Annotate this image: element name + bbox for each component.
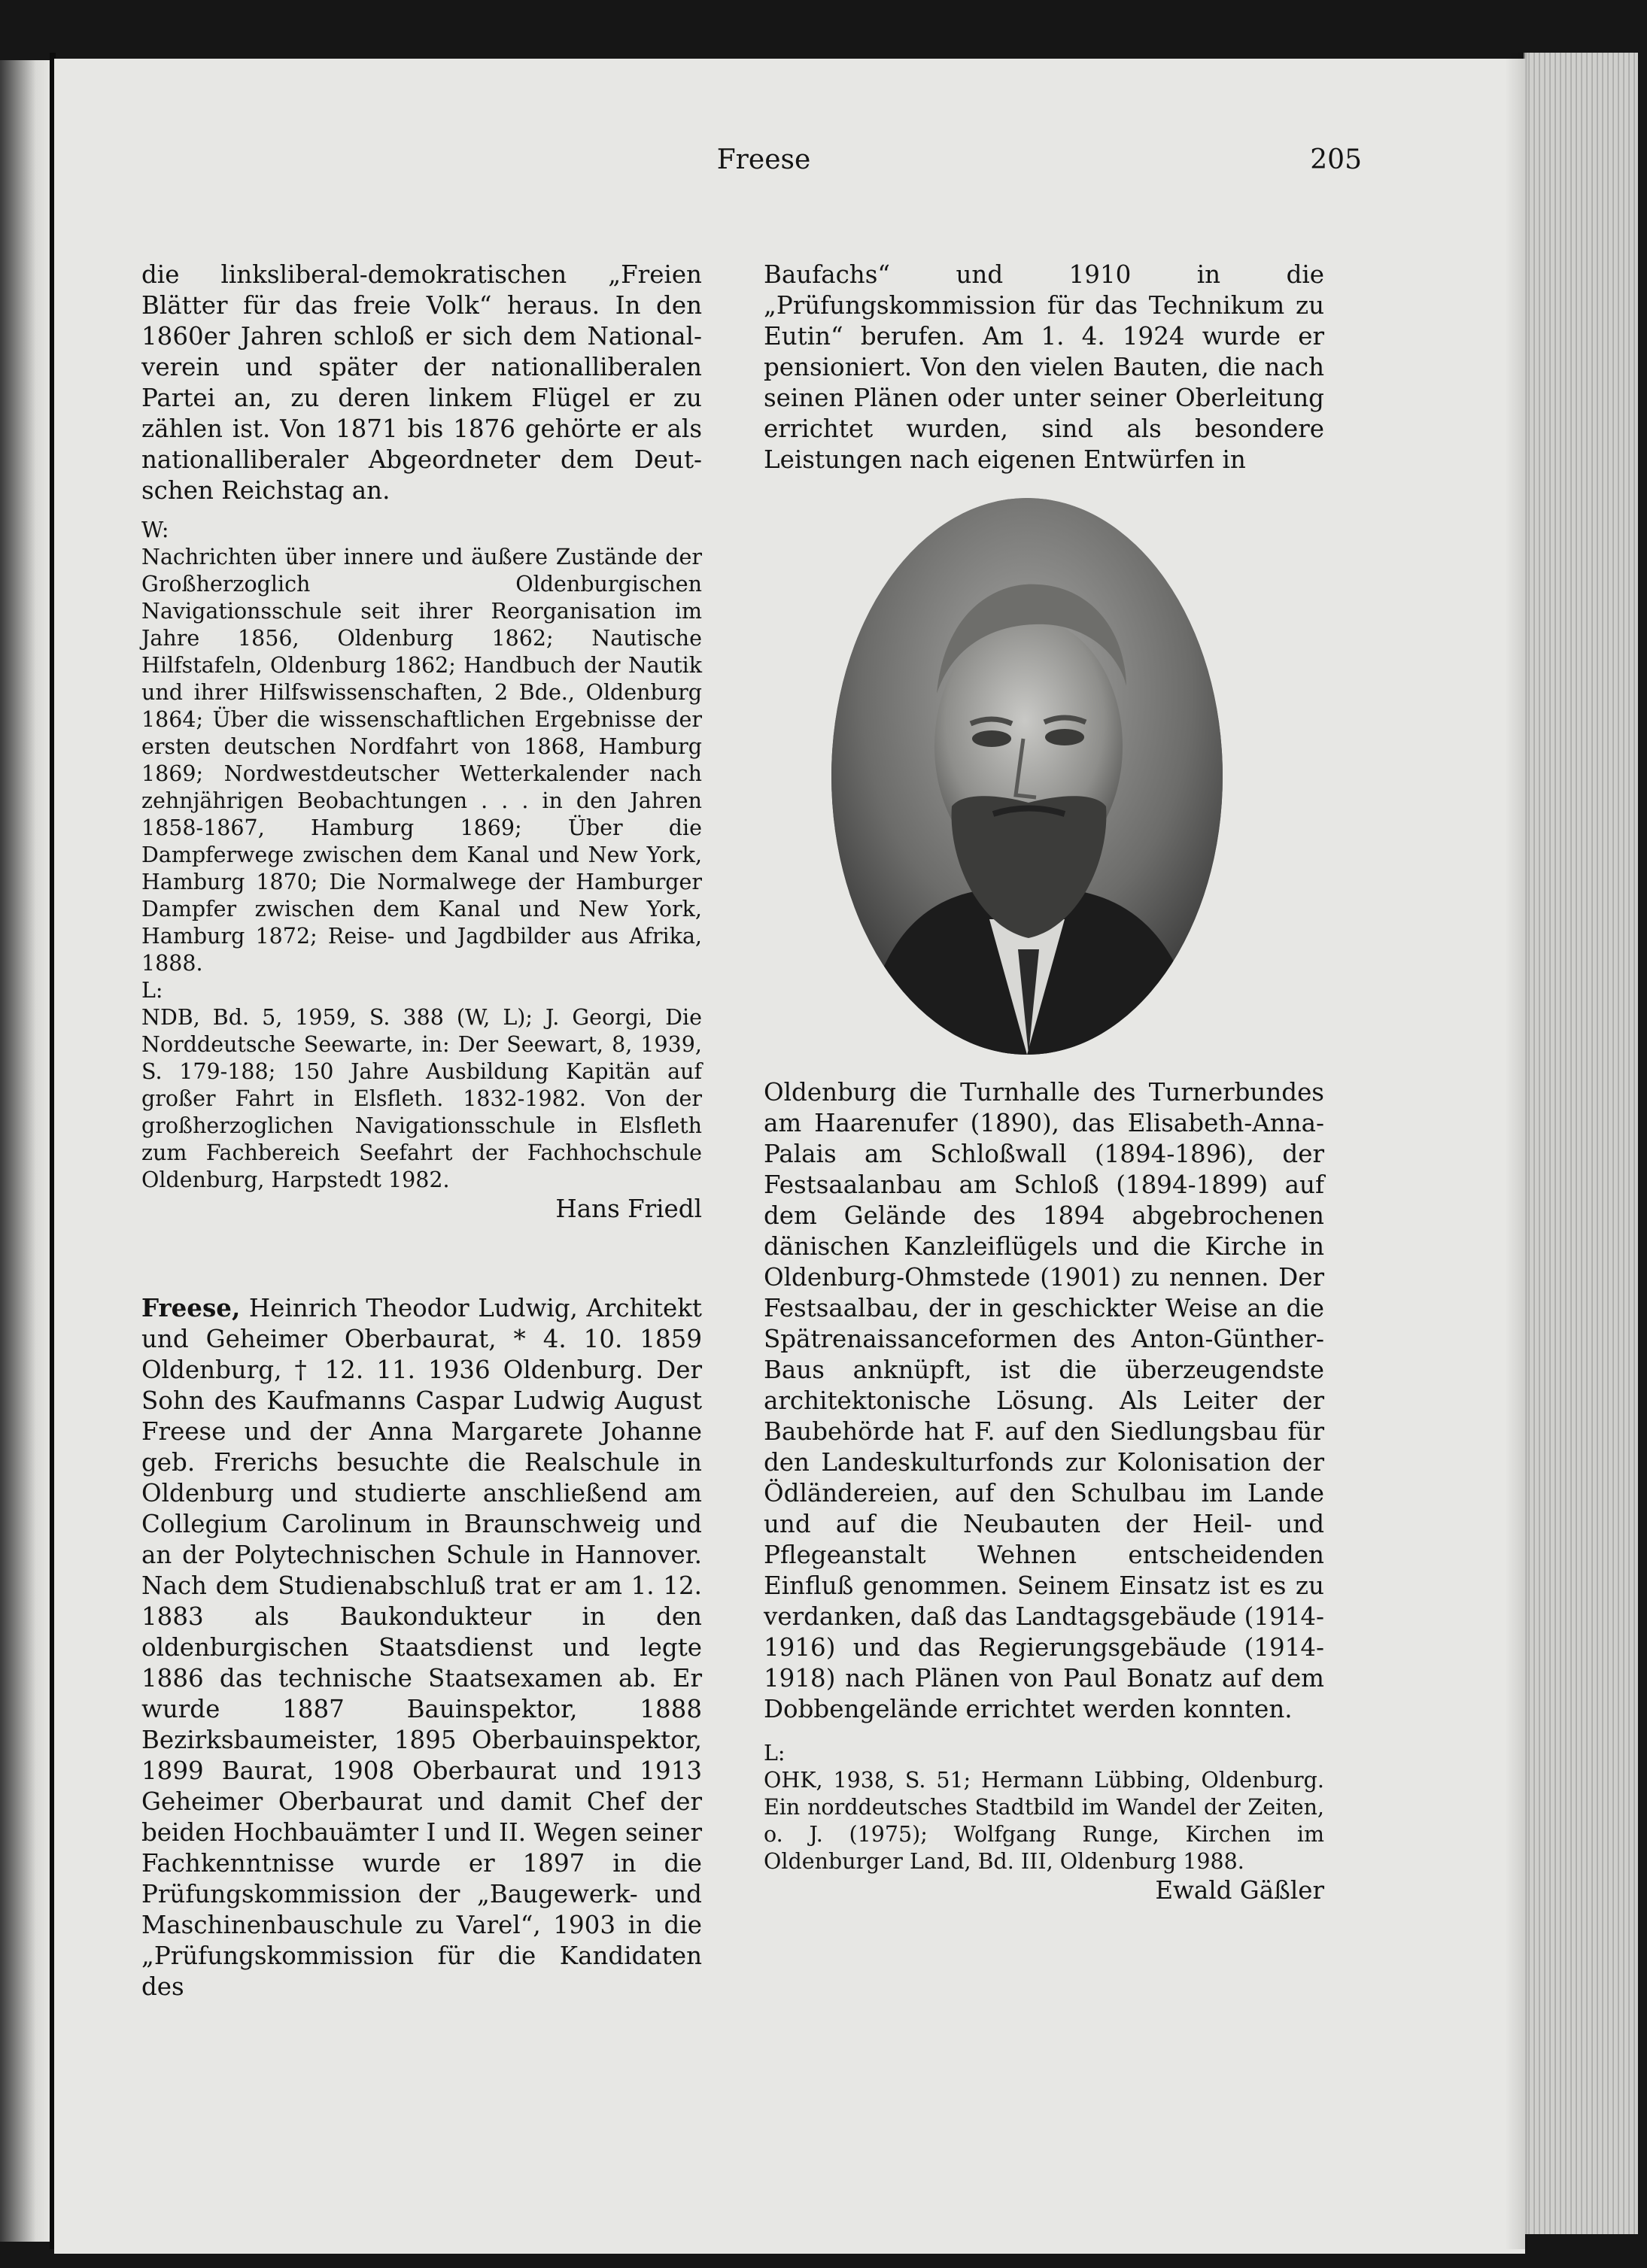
portrait-photo [831,498,1223,1055]
literature-label: L: [141,978,163,1003]
facing-page-edge [0,60,51,2242]
text-line: die linksliberal-demokratischen „Freien [141,260,702,289]
text-line: verein und später der nationalliberalen [141,353,702,381]
left-column [141,260,702,2002]
text-line: Blätter für das freie Volk“ heraus. In den [141,291,702,320]
running-head: Freese [716,144,811,175]
text-line: 1860er Jahren schloß er sich dem National- [141,322,702,351]
portrait-area [764,475,1324,1077]
right-column [764,260,1324,1906]
page-edge-shadow [1505,53,1527,2249]
portrait-illustration [831,498,1223,1055]
entry-text: Heinrich Theodor Ludwig, Architekt und Geheimer Oberbaurat, * 4. 10. 1859 Oldenburg, † 12. 11. 1936 Oldenburg. Der Sohn des Kaufmanns Caspar Ludwig August Freese und der Anna Margarete Johanne geb. Frerichs besuchte die Realschule in Oldenburg und studierte anschließend am Collegium Carolinum in Braunschweig und an der Polytechnischen Schule in Hannover. Nach dem Studienabschluß trat er am 1. 12. 1883 als Baukondukteur in den oldenburgischen Staatsdienst und legte 1886 das technische Staatsexamen ab. Er wurde 1887 Bauinspektor, 1888 Bezirksbaumeister, 1895 Oberbauinspektor, 1899 Baurat, 1908 Oberbaurat und 1913 Geheimer Oberbaurat und damit Chef der beiden Hochbauämter I und II. Wegen seiner Fachkenntnisse wurde er 1897 in die Prüfungskommission der „Baugewerk- und Maschinenbauschule zu Varel“, 1903 in die „Prüfungskommission für die Kandidaten des [141,1294,702,2001]
entry-paragraph [141,1292,702,2002]
page-header [166,144,1362,182]
works-label: W: [141,518,169,542]
literature-text: NDB, Bd. 5, 1959, S. 388 (W, L); J. Georgi, Die Norddeutsche Seewarte, in: Der Seewart, 8, 1939, S. 179-188; 150 Jahre Ausbildung Kapitän auf großer Fahrt in Elsfleth. 1832-1982. Von der großherzoglichen Navigationsschule in Elsfleth zum Fachbereich Seefahrt der Fachhochschule Oldenburg, Harpstedt 1982. [141,1005,702,1192]
works-text: Nachrichten über innere und äußere Zustände der Großherzoglich Oldenburgischen Navigationsschule seit ihrer Reorganisation im Jahre 1856, Oldenburg 1862; Nautische Hilfstafeln, Oldenburg 1862; Handbuch der Nautik und ihrer Hilfswissenschaften, 2 Bde., Oldenburg 1864; Über die wissenschaftlichen Ergebnisse der ersten deutschen Nordfahrt von 1868, Hamburg 1869; Nordwestdeutscher Wetterkalender nach zehnjährigen Beobachtungen . . . in den Jahren 1858-1867, Hamburg 1869; Über die Dampferwege zwischen dem Kanal und New York, Hamburg 1870; Die Normalwege der Hamburger Dampfer zwischen dem Kanal und New York, Hamburg 1872; Reise- und Jagdbilder aus Afrika, 1888. [141,545,702,976]
entry-headword: Freese, [141,1293,241,1322]
text-line: zählen ist. Von 1871 bis 1876 gehörte er als [141,414,702,443]
continued-paragraph [141,260,702,506]
paragraph-top: Baufachs“ und 1910 in die „Prüfungskommission für das Technikum zu Eutin“ berufen. Am 1. 4. 1924 wurde er pensioniert. Von den vielen Bauten, die nach seinen Plänen oder unter seiner Oberleitung errichtet wurden, sind als besondere Leistungen nach eigenen Entwürfen in [764,260,1324,474]
text-line: schen Reichstag an. [141,476,390,505]
page-number: 205 [1310,144,1362,175]
page-stack-edges [1524,53,1638,2234]
literature-text: OHK, 1938, S. 51; Hermann Lübbing, Oldenburg. Ein norddeutsches Stadtbild im Wandel der Zeiten, o. J. (1975); Wolfgang Runge, Kirchen im Oldenburger Land, Bd. III, Oldenburg 1988. [764,1768,1324,1874]
author-signature: Hans Friedl [555,1195,702,1223]
author-signature: Ewald Gäßler [1155,1876,1324,1905]
text-line: nationalliberaler Abgeordneter dem Deut- [141,445,702,474]
paragraph-bottom: Oldenburg die Turnhalle des Turnerbundes am Haarenufer (1890), das Elisabeth-Anna-Palais am Schloßwall (1894-1896), der Festsaalanbau am Schloß (1894-1899) auf dem Gelände des 1894 abgebrochenen dänischen Kanzleiflügels und die Kirche in Oldenburg-Ohmstede (1901) zu nennen. Der Festsaalbau, der in geschickter Weise an die Spätrenaissanceformen des Anton-Günther-Baus anknüpft, ist die überzeugendste architektonische Lösung. Als Leiter der Baubehörde hat F. auf den Siedlungsbau für den Landeskulturfonds zur Kolonisation der Ödländereien, auf den Schulbau im Lande und auf die Neubauten der Heil- und Pflegeanstalt Wehnen entscheidenden Einfluß genommen. Seinem Einsatz ist es zu verdanken, daß das Landtagsgebäude (1914-1916) und das Regierungsgebäude (1914-1918) nach Plänen von Paul Bonatz auf dem Dobbengelände errichtet werden konnten. [764,1078,1324,1723]
text-line: Partei an, zu deren linkem Flügel er zu [141,384,702,412]
literature-label: L: [764,1741,786,1766]
